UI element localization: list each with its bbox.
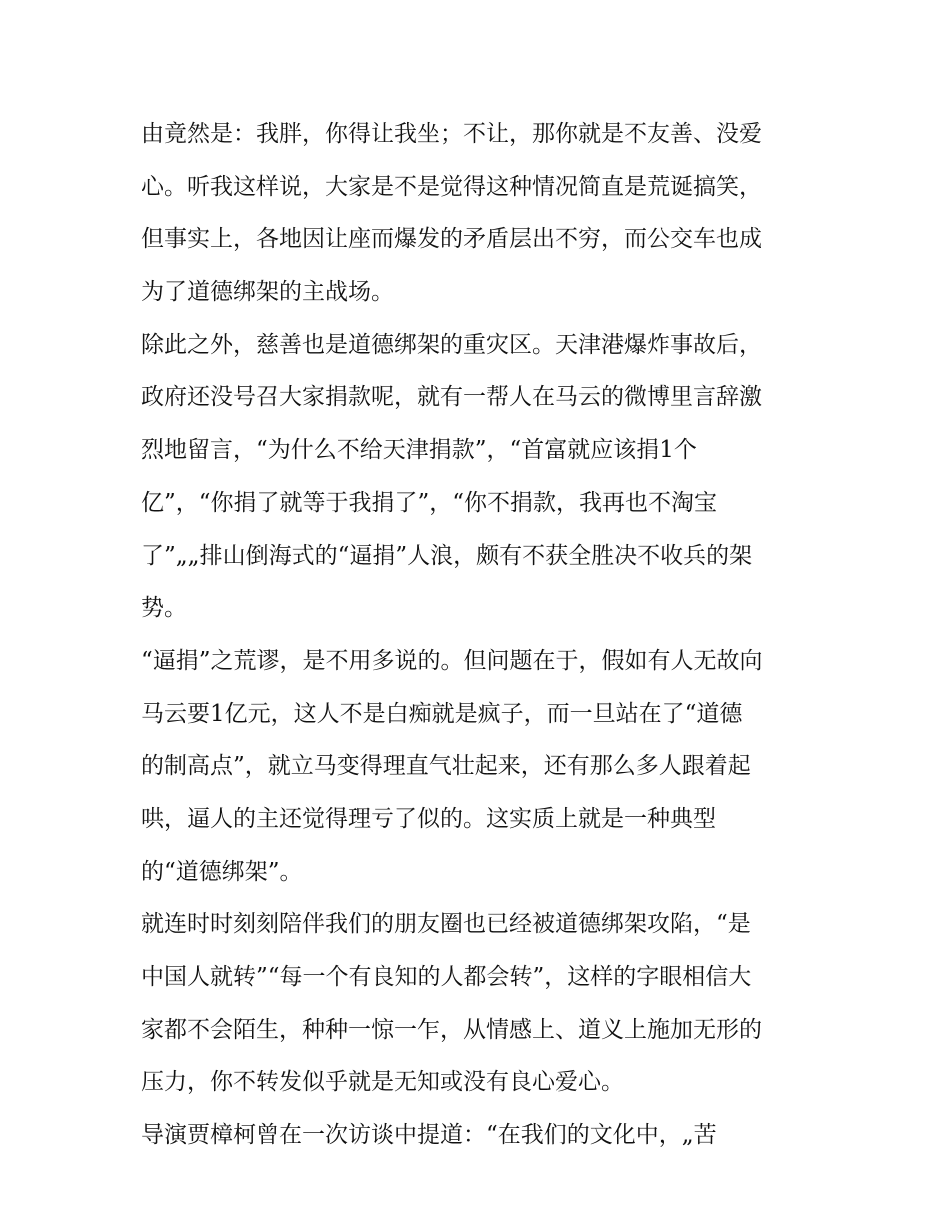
text-line: 马云要1亿元，这人不是白痴就是疯子，而一旦站在了“道德	[141, 700, 743, 727]
text-line: 政府还没号召大家捐款呢，就有一帮人在马云的微博里言辞激	[141, 384, 762, 411]
text-line: 了”„„排山倒海式的“逼捐”人浪，颇有不获全胜决不收兵的架	[141, 542, 753, 569]
text-line: “逼捐”之荒谬，是不用多说的。但问题在于，假如有人无故向	[141, 647, 763, 674]
text-line: 就连时时刻刻陪伴我们的朋友圈也已经被道德绑架攻陷，“是	[141, 911, 751, 938]
text-line: 由竟然是：我胖，你得让我坐；不让，那你就是不友善、没爱	[141, 121, 762, 147]
text-line: 的“道德绑架”。	[141, 858, 303, 885]
text-line: 为了道德绑架的主战场。	[141, 279, 394, 306]
text-line: 心。听我这样说，大家是不是觉得这种情况简直是荒诞搞笑，	[141, 173, 762, 200]
text-line: 但事实上，各地因让座而爆发的矛盾层出不穷，而公交车也成	[141, 226, 762, 253]
text-line: 烈地留言，“为什么不给天津捐款”，“首富就应该捐1个	[141, 437, 697, 464]
text-line: 亿”，“你捐了就等于我捐了”，“你不捐款，我再也不淘宝	[141, 489, 718, 516]
text-line: 中国人就转”“每一个有良知的人都会转”，这样的字眼相信大	[141, 964, 752, 990]
text-line: 压力，你不转发似乎就是无知或没有良心爱心。	[141, 1069, 624, 1096]
body-text	[141, 108, 821, 1162]
text-line: 势。	[141, 595, 187, 622]
text-line: 导演贾樟柯曾在一次访谈中提道：“在我们的文化中，„苦	[141, 1122, 717, 1149]
text-line: 哄，逼人的主还觉得理亏了似的。这实质上就是一种典型	[141, 805, 716, 832]
text-line: 的制高点”，就立马变得理直气壮起来，还有那么多人跟着起	[141, 753, 751, 780]
text-line: 家都不会陌生，种种一惊一乍，从情感上、道义上施加无形的	[141, 1016, 762, 1043]
text-line: 除此之外，慈善也是道德绑架的重灾区。天津港爆炸事故后，	[141, 331, 762, 358]
